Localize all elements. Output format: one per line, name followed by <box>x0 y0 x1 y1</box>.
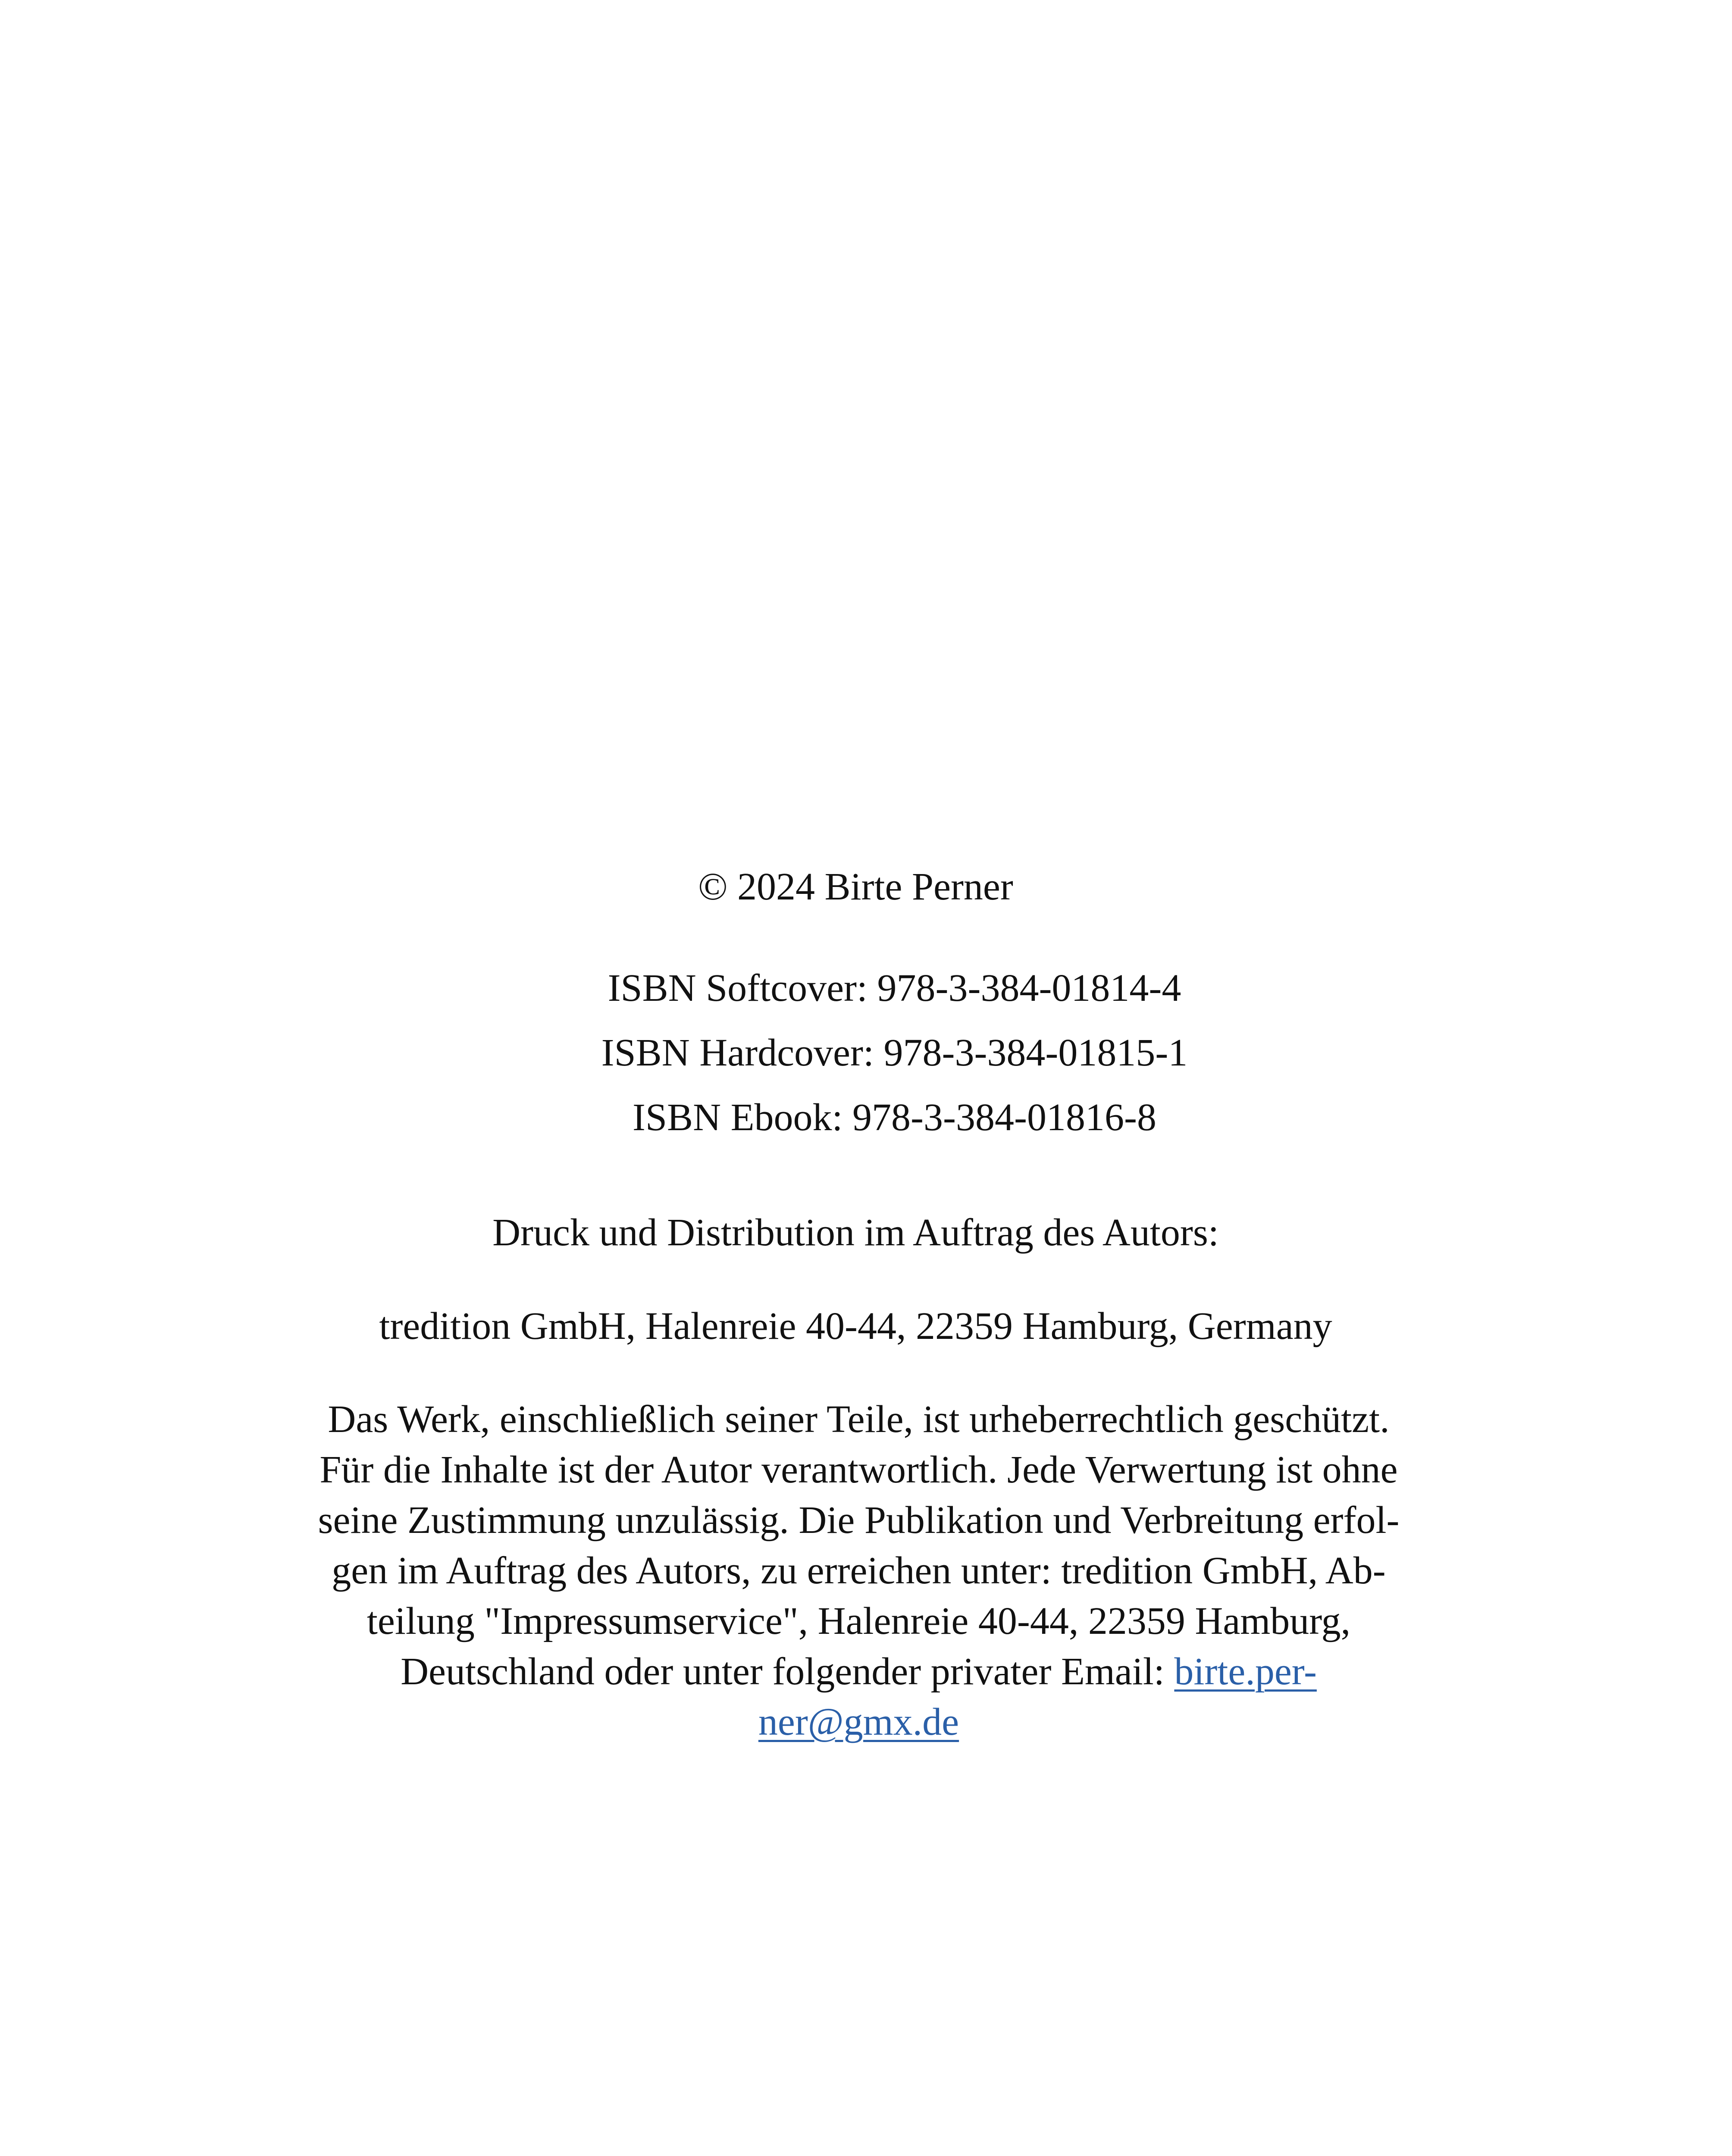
notice-line: Für die Inhalte ist der Autor verantwortlich. Jede Verwertung ist ohne <box>319 1448 1398 1491</box>
notice-line-with-email <box>241 1646 1476 1697</box>
publisher-address: tredition GmbH, Halenreie 40-44, 22359 Hamburg, Germany <box>379 1305 1332 1348</box>
email-line <box>241 1697 1476 1747</box>
notice-line: gen im Auftrag des Autors, zu erreichen unter: tredition GmbH, Ab- <box>332 1549 1386 1592</box>
isbn-ebook: ISBN Ebook: 978-3-384-01816-8 <box>633 1096 1156 1139</box>
email-link[interactable]: birte.per- <box>1174 1650 1317 1693</box>
isbn-hardcover: ISBN Hardcover: 978-3-384-01815-1 <box>601 1031 1188 1074</box>
notice-line: teilung "Impressumservice", Halenreie 40-44, 22359 Hamburg, <box>366 1600 1351 1642</box>
copyright-line: © 2024 Birte Perner <box>698 865 1013 908</box>
copyright-notice <box>241 1394 1476 1747</box>
isbn-softcover: ISBN Softcover: 978-3-384-01814-4 <box>608 967 1181 1009</box>
email-link-continued[interactable]: ner@gmx.de <box>758 1701 959 1743</box>
notice-line: Das Werk, einschließlich seiner Teile, ist urheberrechtlich geschützt. <box>328 1398 1390 1441</box>
notice-line: seine Zustimmung unzulässig. Die Publikation und Verbreitung erfol- <box>318 1499 1400 1542</box>
notice-line-text: Deutschland oder unter folgender privater Email: <box>401 1650 1175 1693</box>
printing-distribution-line: Druck und Distribution im Auftrag des Autors: <box>492 1211 1219 1254</box>
